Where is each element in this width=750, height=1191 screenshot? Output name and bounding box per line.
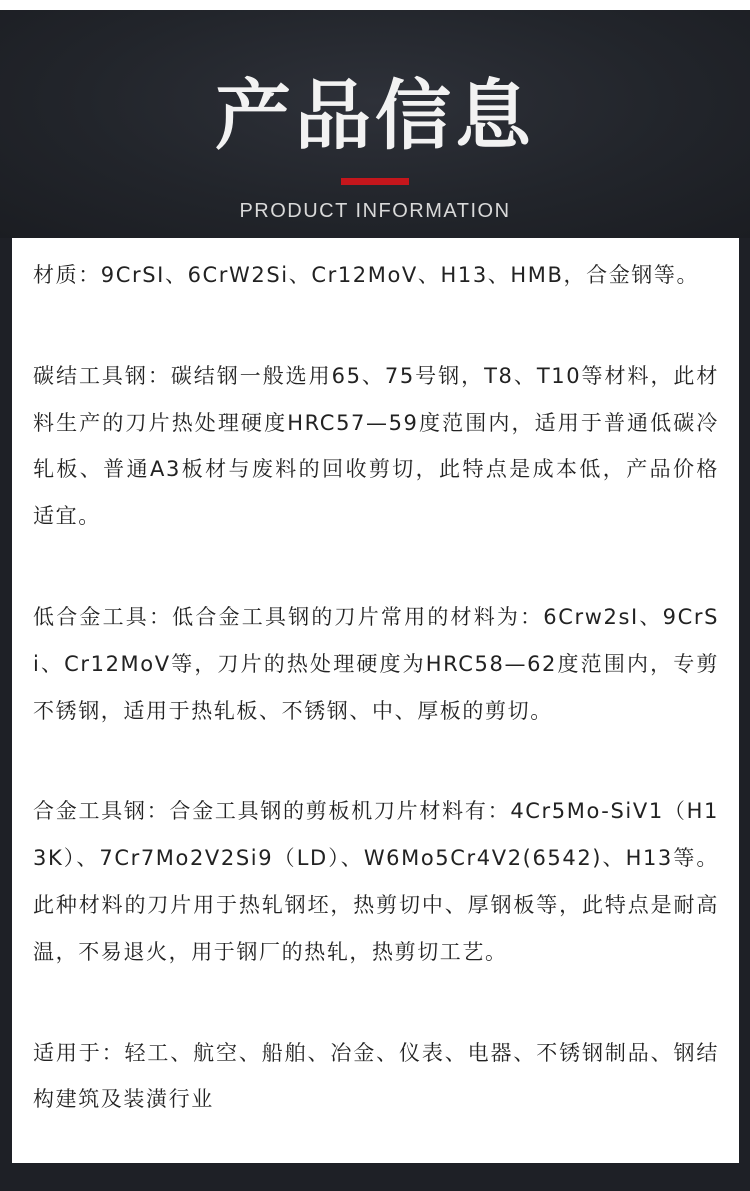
content-card [12,238,739,1163]
paragraph-material: 材质：9CrSI、6CrW2Si、Cr12MoV、H13、HMB，合金钢等。 [33,263,700,287]
title-accent-bar [341,178,409,185]
paragraph-carbon-tool-steel: 碳结工具钢：碳结钢一般选用65、75号钢，T8、T10等材料，此材料生产的刀片热处理硬度HRC57—59度范围内，适用于普通低碳冷轧板、普通A3板材与废料的回收剪切，此特点是成本低，产品价格适宜。 [33,363,719,529]
top-strip [0,0,750,10]
paragraph-applications: 适用于：轻工、航空、船舶、冶金、仪表、电器、不锈钢制品、钢结构建筑及装潢行业 [33,1040,719,1112]
paragraph-low-alloy-tool: 低合金工具：低合金工具钢的刀片常用的材料为：6Crw2sI、9CrSi、Cr12MoV等，刀片的热处理硬度为HRC58—62度范围内，专剪不锈钢，适用于热轧板、不锈钢、中、厚板的剪切。 [33,604,719,723]
paragraph-alloy-tool-steel: 合金工具钢：合金工具钢的剪板机刀片材料有：4Cr5Mo-SiV1（H13K）、7Cr7Mo2V2Si9（LD）、W6Mo5Cr4V2(6542)、H13等。此种材料的刀片用于热轧钢坯，热剪切中、厚钢板等，此特点是耐高温，不易退火，用于钢厂的热轧，热剪切工艺。 [33,799,719,964]
page-subtitle: PRODUCT INFORMATION [239,200,511,222]
header-banner [0,10,750,238]
page-title: 产品信息 [215,71,535,160]
